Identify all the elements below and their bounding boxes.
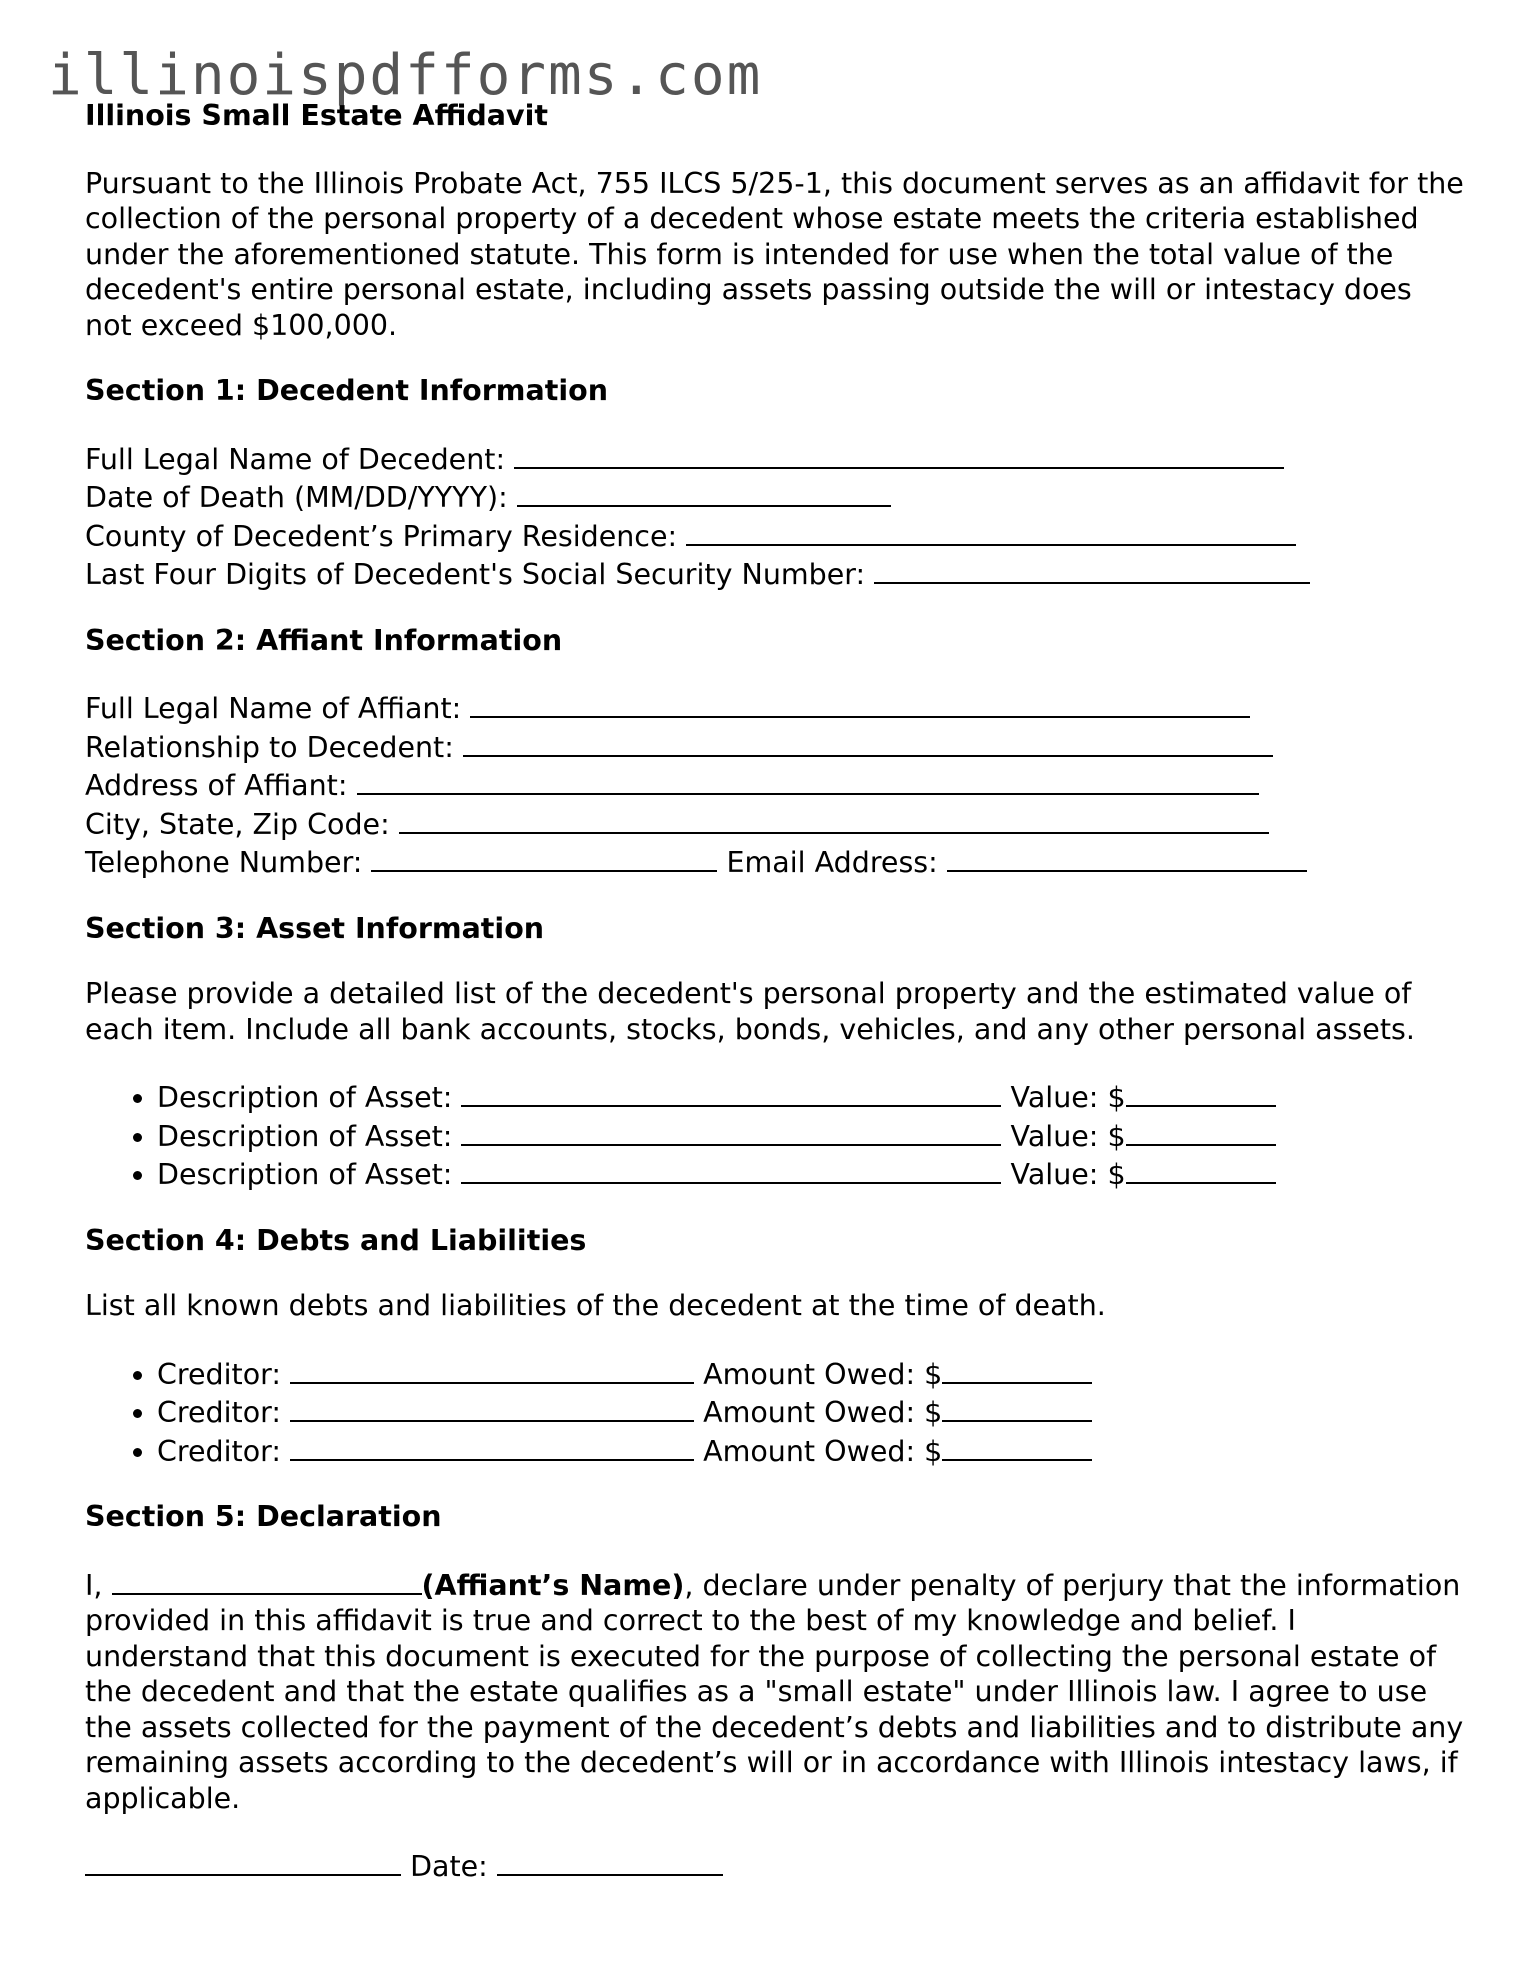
email-field[interactable] (947, 842, 1307, 872)
section-3-intro: Please provide a detailed list of the decedent's personal property and the estimated value of each item. Include all bank accounts, stocks, bonds, vehicles, and any other personal assets. (85, 977, 1415, 1046)
ssn-row (85, 554, 1465, 593)
city-state-zip-label: City, State, Zip Code: (85, 807, 390, 841)
asset-value-label: Value: $ (1010, 1119, 1126, 1153)
section-1-fields (85, 439, 1465, 593)
asset-value-label: Value: $ (1010, 1158, 1126, 1191)
amount-owed-field[interactable] (942, 1431, 1092, 1461)
affiant-name-label: Full Legal Name of Affiant: (85, 692, 462, 725)
asset-list-item (157, 1077, 1465, 1116)
decedent-name-row (85, 439, 1465, 478)
amount-owed-label: Amount Owed: $ (703, 1396, 943, 1429)
section-3-heading: Section 3: Asset Information (85, 911, 545, 945)
asset-value-field[interactable] (1126, 1116, 1276, 1146)
address-label: Address of Affiant: (85, 769, 348, 802)
creditor-list (85, 1354, 1465, 1470)
intro-paragraph: Pursuant to the Illinois Probate Act, 755 ILCS 5/25-1, this document serves as an affidavit for the collection of the personal property of a decedent whose estate meets the criteria established under the aforementioned statute. This form is intended for use when the total value of the decedent's entire personal estate, including assets passing outside the will or intestacy does not exceed $100,000. (85, 166, 1464, 342)
affidavit-document (85, 98, 1465, 1885)
section-4-heading: Section 4: Debts and Liabilities (85, 1223, 587, 1257)
city-state-zip-field[interactable] (399, 804, 1269, 834)
creditor-list-item (157, 1431, 1465, 1470)
declaration-text: , declare under penalty of perjury that the information provided in this affidavit is true and correct to the best of my knowledge and belief. I understand that this document is executed for the purpose of collecting the personal estate of the decedent and that the estate qualifies as a "small estate" under Illinois law. I agree to use the assets collected for the payment of the decedent’s debts and liabilities and to distribute any remaining assets according to the decedent’s will or in accordance with Illinois intestacy laws, if applicable. (85, 1568, 1464, 1815)
phone-label: Telephone Number: (85, 846, 363, 879)
date-of-death-field[interactable] (517, 477, 891, 507)
county-label: County of Decedent’s Primary Residence: (85, 519, 678, 553)
signature-row (85, 1846, 1465, 1885)
amount-owed-label: Amount Owed: $ (703, 1434, 943, 1468)
relationship-row (85, 727, 1465, 766)
decedent-name-label: Full Legal Name of Decedent: (85, 442, 506, 476)
asset-list-item (157, 1154, 1465, 1193)
asset-value-label: Value: $ (1010, 1081, 1126, 1114)
phone-email-row (85, 842, 1465, 881)
asset-value-field[interactable] (1126, 1154, 1276, 1184)
asset-description-label: Description of Asset: (157, 1158, 453, 1191)
date-of-death-row (85, 477, 1465, 516)
declaration-prefix: I, (85, 1568, 103, 1602)
amount-owed-label: Amount Owed: $ (703, 1357, 943, 1391)
document-title: Illinois Small Estate Affidavit (85, 99, 548, 132)
affiant-name-declaration-field[interactable] (112, 1565, 422, 1595)
section-2-fields (85, 688, 1465, 881)
creditor-field[interactable] (290, 1392, 694, 1422)
asset-description-label: Description of Asset: (157, 1119, 453, 1153)
asset-description-field[interactable] (461, 1116, 1001, 1146)
asset-list-item (157, 1116, 1465, 1155)
asset-description-label: Description of Asset: (157, 1081, 453, 1114)
relationship-field[interactable] (463, 727, 1273, 757)
date-of-death-label: Date of Death (MM/DD/YYYY): (85, 481, 508, 514)
creditor-label: Creditor: (157, 1357, 281, 1391)
section-1-heading: Section 1: Decedent Information (85, 374, 608, 407)
address-row (85, 765, 1465, 804)
amount-owed-field[interactable] (942, 1354, 1092, 1384)
creditor-field[interactable] (290, 1431, 694, 1461)
section-2-heading: Section 2: Affiant Information (85, 623, 563, 657)
section-5-heading: Section 5: Declaration (85, 1500, 442, 1533)
county-field[interactable] (686, 516, 1296, 546)
creditor-label: Creditor: (157, 1396, 281, 1429)
county-row (85, 516, 1465, 555)
email-label: Email Address: (726, 846, 938, 879)
address-field[interactable] (357, 765, 1259, 795)
creditor-label: Creditor: (157, 1434, 281, 1468)
decedent-name-field[interactable] (514, 439, 1284, 469)
creditor-list-item (157, 1392, 1465, 1431)
creditor-field[interactable] (290, 1354, 694, 1384)
asset-description-field[interactable] (461, 1077, 1001, 1107)
affiant-name-row (85, 688, 1465, 727)
affiant-name-caption: (Affiant’s Name) (421, 1568, 685, 1602)
section-4-intro: List all known debts and liabilities of the decedent at the time of death. (85, 1289, 1106, 1322)
signature-date-field[interactable] (497, 1846, 723, 1876)
creditor-list-item (157, 1354, 1465, 1393)
ssn-field[interactable] (874, 554, 1310, 584)
asset-value-field[interactable] (1126, 1077, 1276, 1107)
amount-owed-field[interactable] (942, 1392, 1092, 1422)
watermark: illinoispdfforms.com (48, 43, 763, 108)
relationship-label: Relationship to Decedent: (85, 730, 454, 764)
ssn-label: Last Four Digits of Decedent's Social Security Number: (85, 558, 866, 591)
date-label: Date: (410, 1850, 488, 1883)
asset-description-field[interactable] (461, 1154, 1001, 1184)
affiant-name-field[interactable] (470, 688, 1250, 718)
asset-list (85, 1077, 1465, 1193)
phone-field[interactable] (371, 842, 717, 872)
declaration-paragraph (85, 1565, 1465, 1817)
signature-field[interactable] (85, 1846, 401, 1876)
city-state-zip-row (85, 804, 1465, 843)
